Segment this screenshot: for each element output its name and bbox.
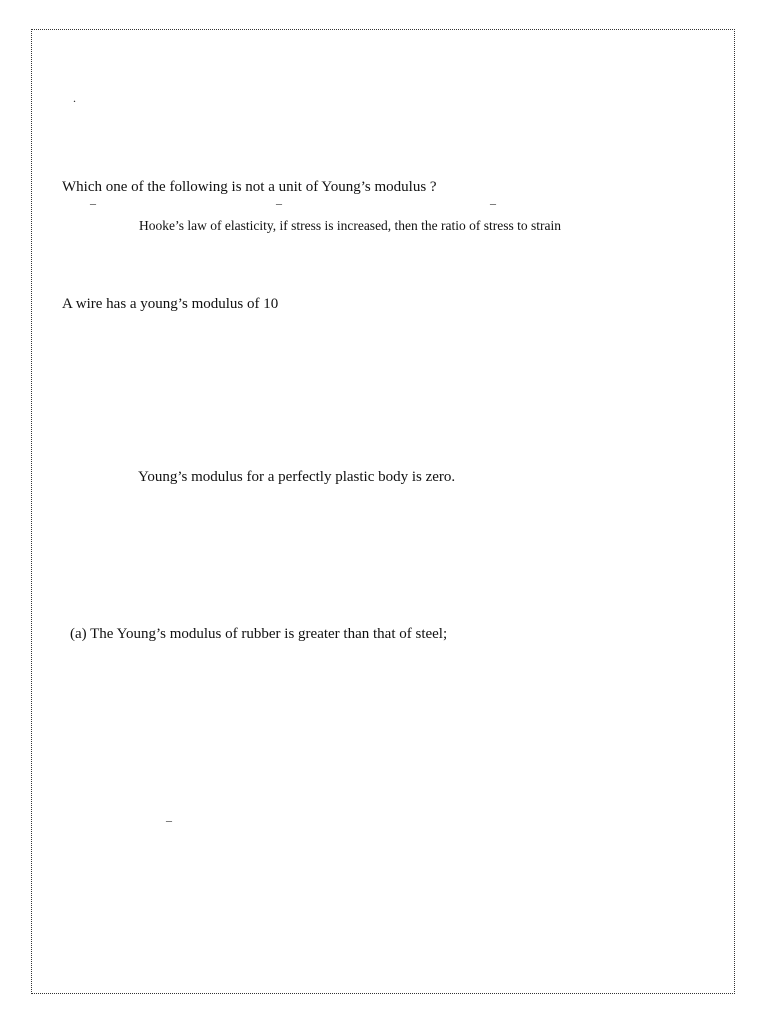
question-wire-young-modulus: A wire has a young’s modulus of 10 xyxy=(62,296,279,312)
question-young-modulus-unit: Which one of the following is not a unit of Young’s modulus ? xyxy=(62,179,437,195)
statement-plastic-body: Young’s modulus for a perfectly plastic body is zero. xyxy=(138,469,456,485)
option-dash-1: – xyxy=(90,196,96,210)
option-dash-3: – xyxy=(490,196,496,210)
stray-dot: . xyxy=(73,91,76,105)
statement-option-a: (a) The Young’s modulus of rubber is greater than that of steel; xyxy=(70,626,448,642)
stray-dash-bottom: – xyxy=(166,813,172,827)
hooke-law-line: Hooke’s law of elasticity, if stress is increased, then the ratio of stress to strain xyxy=(139,218,562,233)
page-border xyxy=(31,29,735,994)
option-dash-2: – xyxy=(276,196,282,210)
